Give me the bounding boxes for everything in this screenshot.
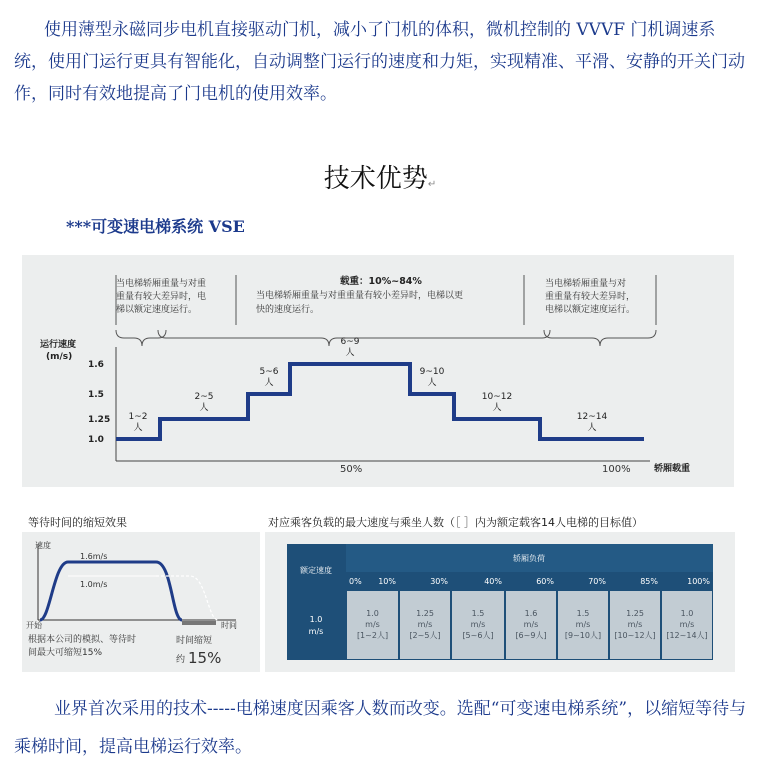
col-header: 轿厢负荷 [513,554,545,563]
table-cell-text-5-0: 1.25 [626,609,644,618]
y-tick-1.25: 1.25 [88,415,111,425]
speed-table-panel [265,532,735,672]
y-axis-label-line-1: 运行速度 [40,340,77,350]
percent-label-1: 10% [378,577,396,586]
y-tick-1.6: 1.6 [88,360,104,370]
wait-chart-title: 等待时间的缩短效果 [28,516,127,529]
table-cell-text-6-0: 1.0 [680,609,694,618]
y-tick-1.5: 1.5 [88,390,104,400]
intro-text: 使用薄型永磁同步电机直接驱动门机，减小了门机的体积，微机控制的 VVVF 门机调速系统，使用门运行更具有智能化，自动调整门运行的速度和力矩，实现精准、平滑、安静的开关门动作，同时有效地提高了门电机的使用效率。 [14,20,745,104]
step-label-unit-3: 人 [345,348,355,358]
row-header: 额定速度 [300,566,332,575]
step-label-range-3: 6~9 [340,337,360,347]
wait-chart-panel [22,532,260,672]
wait-y-label: 速度 [35,541,51,550]
outro-text: 业界首次采用的技术-----电梯速度因乘客人数而改变。选配“可变速电梯系统”，以缩短等待与乘梯时间，提高电梯运行效率。 [14,699,747,757]
wait-speed-low: 1.0m/s [80,580,108,589]
wait-curve-rated [156,576,218,620]
table-cell-text-4-1: m/s [575,620,591,629]
percent-label-6: 85% [640,577,658,586]
percent-label-2: 30% [430,577,448,586]
step-label-range-1: 2~5 [194,392,214,402]
vse-subheading: ***可变速电梯系统 VSE [66,217,245,236]
wait-curve-fast [40,562,182,620]
wait-start-label: 开始 [26,621,42,630]
wait-shorten-prefix: 约 [176,655,186,665]
table-cell-text-1-2: [2~5人] [409,631,441,640]
table-cell-text-6-1: m/s [679,620,695,629]
note-right-line-2: 重重量有较大差异时， [545,292,636,302]
x-tick-100: 100% [602,464,631,475]
note-left-line-1: 当电梯轿厢重量与对重 [116,279,207,289]
table-cell-text-4-0: 1.5 [576,609,590,618]
table-cell-text-0-2: [1~2人] [356,631,389,640]
step-label-range-0: 1~2 [128,412,148,422]
wait-shorten-label: 时间缩短 [176,636,213,646]
x-tick-50: 50% [340,464,363,475]
step-label-range-2: 5~6 [259,367,279,377]
step-label-range-6: 12~14 [576,412,608,422]
note-right-line-3: 电梯以额定速度运行。 [545,305,636,315]
table-cell-text-2-1: m/s [470,620,486,629]
step-label-unit-0: 人 [133,423,143,433]
table-cell-text-0-1: m/s [365,620,380,629]
wait-speed-high: 1.6m/s [80,552,108,561]
percent-label-7: 100% [687,577,710,586]
table-cell-text-5-1: m/s [627,620,643,629]
row-label-value: 1.0 [309,615,323,624]
table-cell-text-3-0: 1.6 [524,609,538,618]
row-label-unit: m/s [308,627,324,636]
speed-table [265,532,735,672]
wait-chart [22,532,260,672]
table-cell-text-4-2: [9~10人] [564,631,602,640]
table-cell-text-2-0: 1.5 [471,609,485,618]
table-cell-text-1-1: m/s [417,620,433,629]
wait-note-line-2: 间最大可缩短15% [28,648,103,658]
table-title: 对应乘客负载的最大速度与乘坐人数（［ ］内为额定载客14人电梯的目标值） [268,516,643,529]
wait-shorten-bar [182,621,216,625]
step-label-unit-2: 人 [264,378,274,388]
return-mark: ↵ [427,179,437,190]
brace-right [544,330,656,346]
step-label-unit-1: 人 [199,403,209,413]
outro-paragraph [14,690,754,766]
table-cell-text-6-2: [12~14人] [666,631,708,640]
speed-chart [22,255,734,487]
section-heading [0,158,760,195]
speed-label-cell [287,590,345,660]
table-cell-text-3-1: m/s [523,620,539,629]
note-center-line-2: 快的速度运行。 [256,305,320,315]
percent-label-5: 70% [588,577,606,586]
load-range-label: 载重：10%~84% [340,276,422,287]
step-label-range-4: 9~10 [419,367,445,377]
heading-title: 技术优势 [323,164,428,194]
wait-note-line-1: 根据本公司的模拟、等待时 [28,635,137,645]
intro-paragraph [14,14,748,110]
wait-x-label: 时间 [221,621,237,630]
percent-label-3: 40% [484,577,502,586]
table-cell-text-1-0: 1.25 [416,609,434,618]
percent-label-4: 60% [536,577,554,586]
x-axis-label: 轿厢载重 [654,464,691,474]
note-left-line-2: 重量有较大差异时，电 [116,292,207,302]
step-label-unit-6: 人 [587,423,597,433]
step-label-unit-5: 人 [492,403,502,413]
y-axis-label-line-2: (m/s) [46,352,73,362]
note-left-line-3: 梯以额定速度运行。 [116,305,198,315]
table-cell-text-5-2: [10~12人] [614,631,656,640]
step-label-unit-4: 人 [427,378,437,388]
y-tick-1: 1.0 [88,435,104,445]
step-label-range-5: 10~12 [481,392,513,402]
speed-chart-panel [22,255,734,487]
table-cell-text-2-2: [5~6人] [462,631,494,640]
wait-shorten-value: 15% [188,649,222,667]
percent-label-0: 0% [349,577,362,586]
table-cell-text-3-2: [6~9人] [515,631,547,640]
table-cell-text-0-0: 1.0 [366,609,379,618]
note-right-line-1: 当电梯轿厢重量与对 [545,279,627,289]
note-center-line-1: 当电梯轿厢重量与对重重量有较小差异时，电梯以更 [256,291,464,301]
